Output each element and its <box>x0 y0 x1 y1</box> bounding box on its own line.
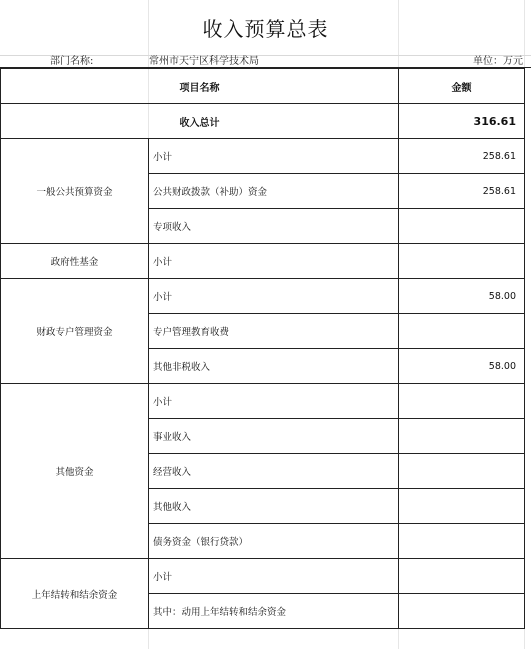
item-cell[interactable]: 公共财政拨款（补助）资金 <box>149 174 399 209</box>
total-amount[interactable]: 316.61 <box>399 104 525 139</box>
category-cell[interactable]: 其他资金 <box>1 384 149 559</box>
item-cell[interactable]: 其他非税收入 <box>149 349 399 384</box>
category-cell[interactable]: 上年结转和结余资金 <box>1 559 149 629</box>
item-cell[interactable]: 其他收入 <box>149 489 399 524</box>
amount-cell[interactable] <box>399 384 525 419</box>
unit-label: 单位：万元 <box>473 56 523 67</box>
item-cell[interactable]: 小计 <box>149 279 399 314</box>
header-item-name[interactable]: 项目名称 <box>1 69 399 104</box>
category-cell[interactable]: 财政专户管理资金 <box>1 279 149 384</box>
amount-cell[interactable] <box>399 594 525 629</box>
amount-cell[interactable] <box>399 419 525 454</box>
category-cell[interactable]: 一般公共预算资金 <box>1 139 149 244</box>
department-value: 常州市天宁区科学技术局 <box>149 56 259 67</box>
table-header-row <box>1 69 525 104</box>
item-cell[interactable]: 其中：动用上年结转和结余资金 <box>149 594 399 629</box>
header-amount[interactable]: 金额 <box>399 69 525 104</box>
table-row <box>1 244 525 279</box>
amount-cell[interactable] <box>399 559 525 594</box>
amount-cell[interactable] <box>399 454 525 489</box>
item-cell[interactable]: 事业收入 <box>149 419 399 454</box>
amount-cell[interactable] <box>399 314 525 349</box>
table-row <box>1 384 525 419</box>
amount-cell[interactable]: 58.00 <box>399 279 525 314</box>
total-label[interactable]: 收入总计 <box>1 104 399 139</box>
income-budget-table <box>0 68 525 629</box>
item-cell[interactable]: 经营收入 <box>149 454 399 489</box>
item-cell[interactable]: 专项收入 <box>149 209 399 244</box>
amount-cell[interactable]: 258.61 <box>399 174 525 209</box>
item-cell[interactable]: 债务资金（银行贷款） <box>149 524 399 559</box>
table-row <box>1 559 525 594</box>
amount-cell[interactable] <box>399 489 525 524</box>
amount-cell[interactable]: 58.00 <box>399 349 525 384</box>
item-cell[interactable]: 小计 <box>149 384 399 419</box>
department-label: 部门名称: <box>50 56 94 67</box>
amount-cell[interactable] <box>399 524 525 559</box>
item-cell[interactable]: 专户管理教育收费 <box>149 314 399 349</box>
table-row <box>1 279 525 314</box>
table-row <box>1 139 525 174</box>
item-cell[interactable]: 小计 <box>149 244 399 279</box>
item-cell[interactable]: 小计 <box>149 139 399 174</box>
page-title: 收入预算总表 <box>0 0 531 56</box>
amount-cell[interactable]: 258.61 <box>399 139 525 174</box>
item-cell[interactable]: 小计 <box>149 559 399 594</box>
amount-cell[interactable] <box>399 244 525 279</box>
total-row <box>1 104 525 139</box>
amount-cell[interactable] <box>399 209 525 244</box>
category-cell[interactable]: 政府性基金 <box>1 244 149 279</box>
